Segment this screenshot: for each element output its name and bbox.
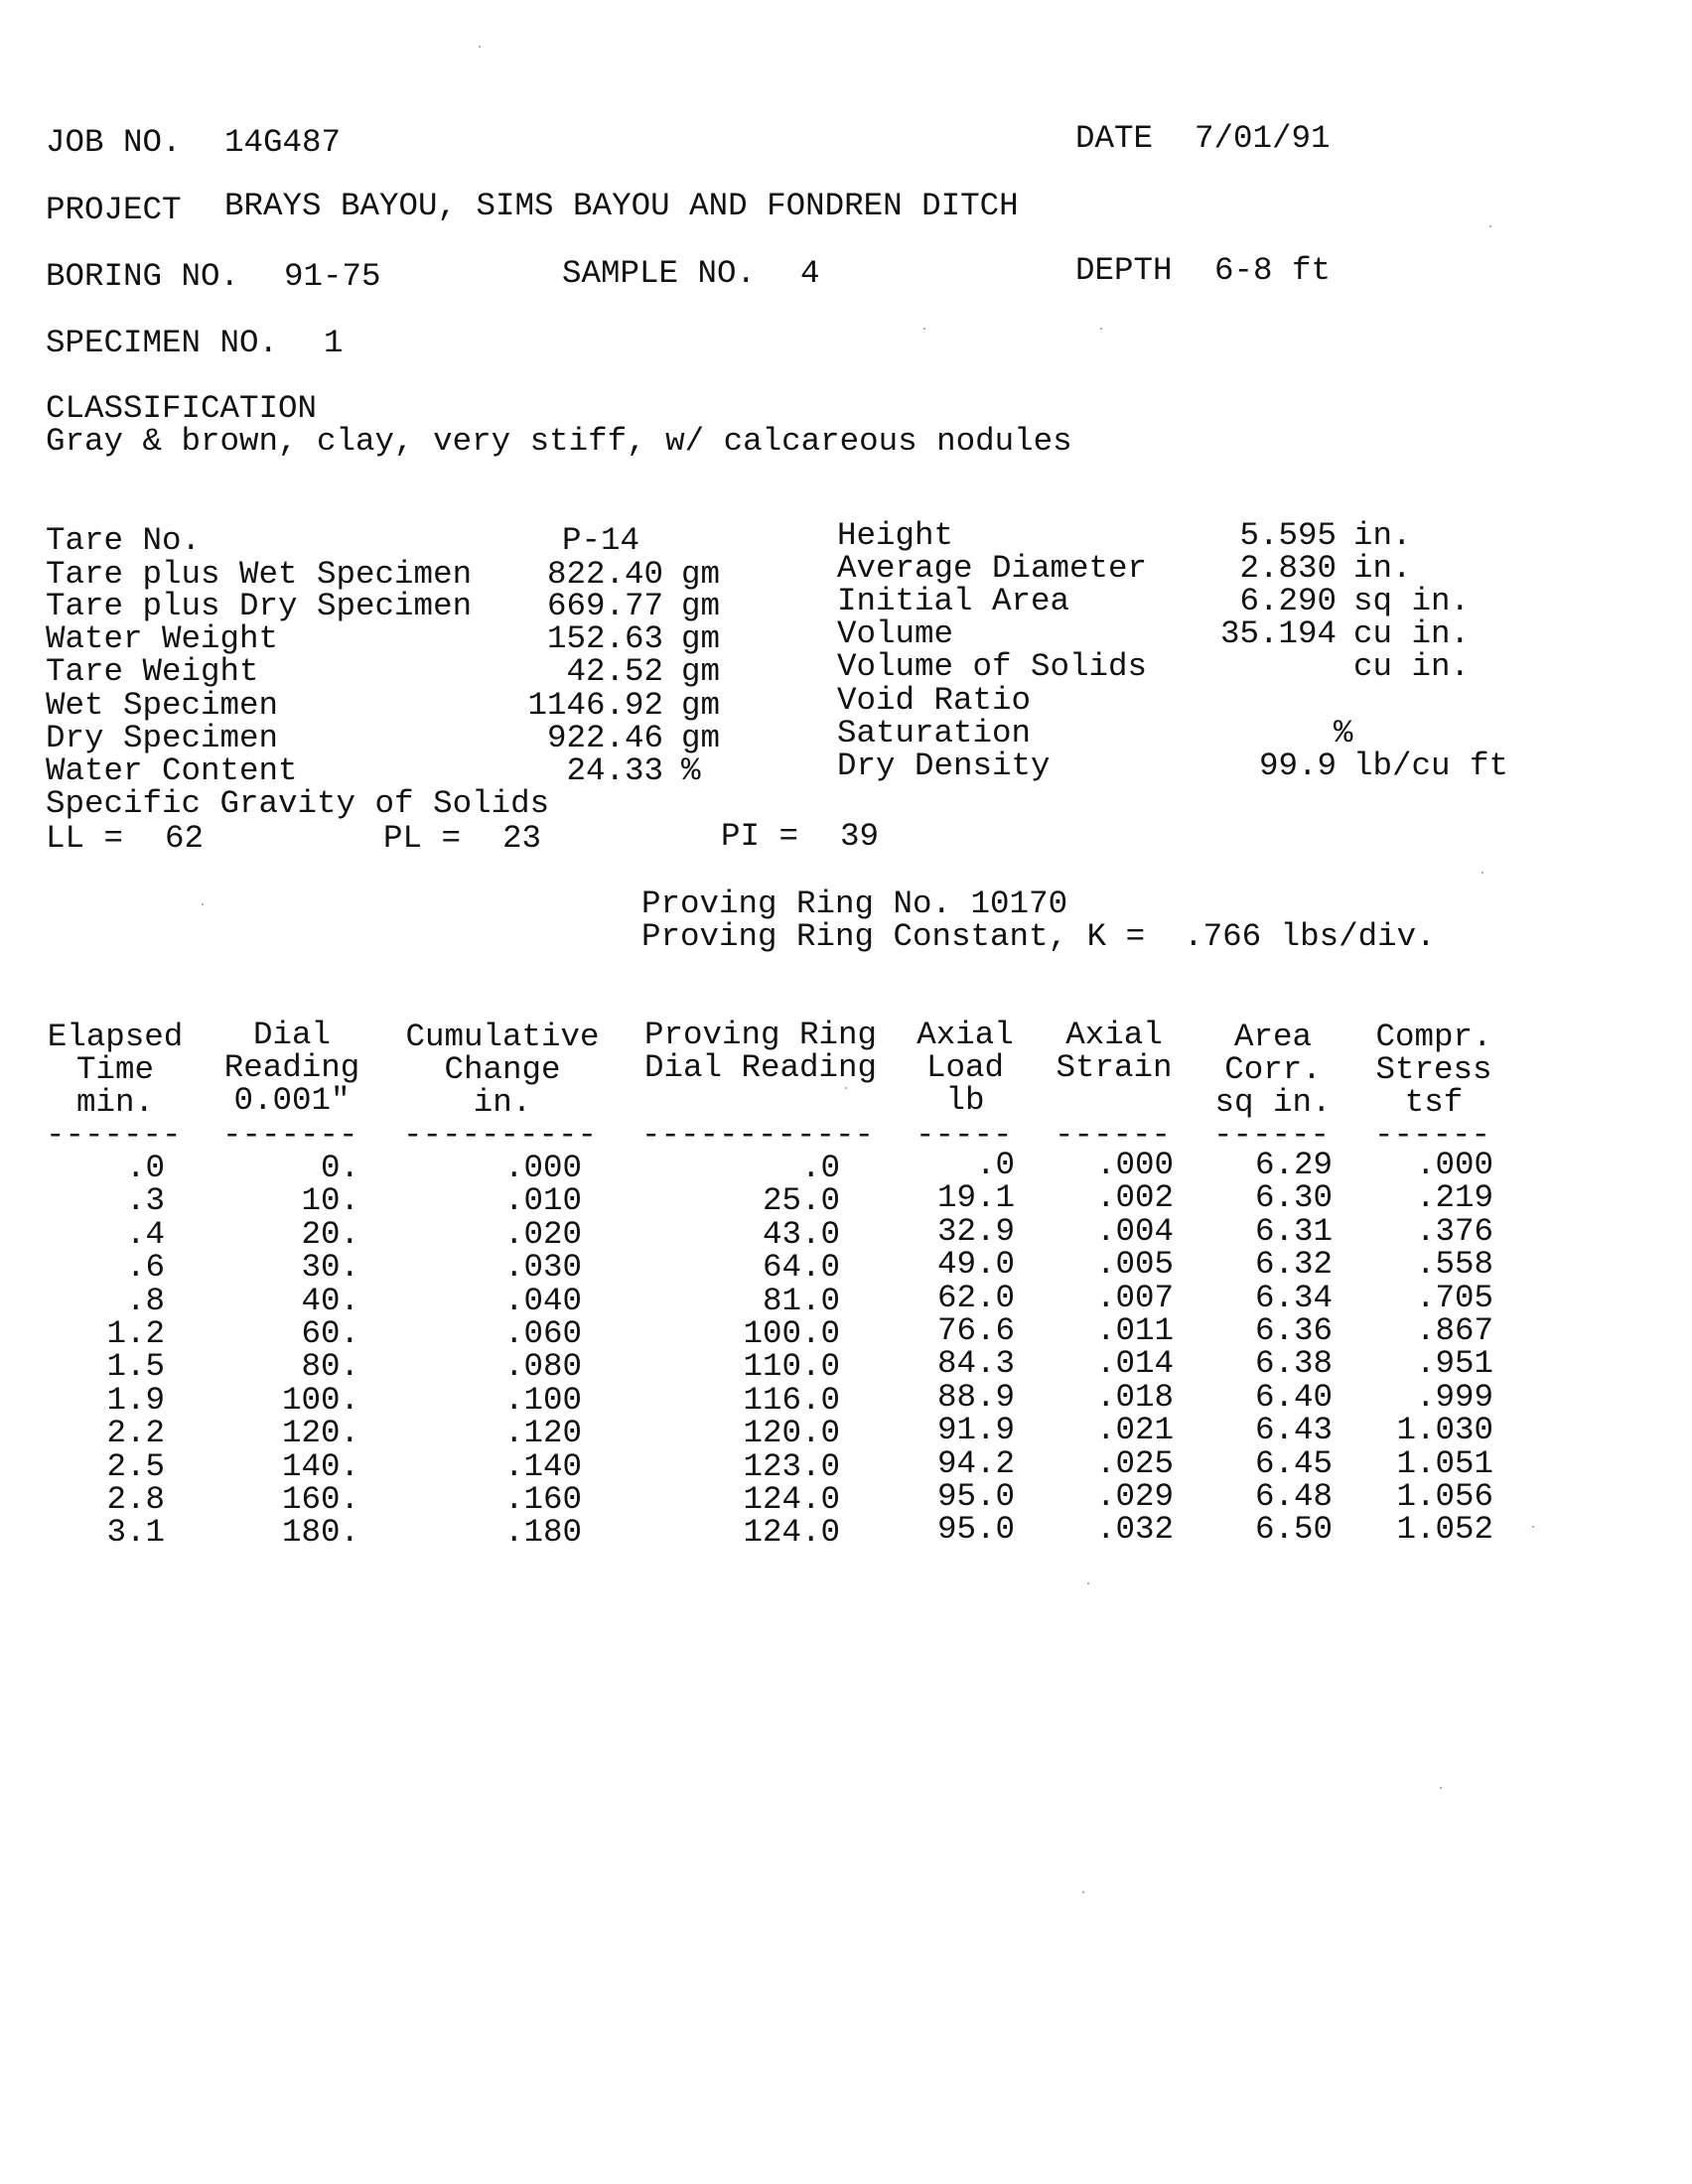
table-cell: .999 xyxy=(1415,1379,1493,1416)
table-cell: .376 xyxy=(1415,1213,1493,1250)
table-cell: 88.9 xyxy=(936,1379,1015,1416)
table-cell: .0 xyxy=(975,1147,1015,1183)
property-value: 24.33 xyxy=(566,752,663,789)
table-cell: .000 xyxy=(1095,1147,1174,1183)
table-cell: 6.50 xyxy=(1254,1511,1333,1548)
table-cell: 120.0 xyxy=(743,1415,840,1451)
property-value: 42.52 xyxy=(566,653,663,690)
table-cell: .004 xyxy=(1095,1213,1174,1250)
property-label: Initial Area xyxy=(837,583,1070,619)
table-cell: .032 xyxy=(1095,1511,1174,1548)
table-cell: .011 xyxy=(1095,1312,1174,1349)
property-label: Tare plus Wet Specimen xyxy=(46,556,473,593)
table-cell: 95.0 xyxy=(936,1511,1015,1548)
table-column-header: Area Corr. sq in. xyxy=(1214,1019,1332,1121)
table-cell: 25.0 xyxy=(762,1182,840,1219)
table-cell: 95.0 xyxy=(936,1478,1015,1515)
property-value: 2.830 xyxy=(1239,550,1337,587)
property-label: Dry Specimen xyxy=(46,720,279,756)
property-value: P-14 xyxy=(562,522,640,559)
scan-speck xyxy=(1481,872,1483,874)
table-cell: 6.30 xyxy=(1254,1179,1333,1216)
table-cell: 6.38 xyxy=(1254,1345,1333,1382)
table-cell: 64.0 xyxy=(762,1249,840,1286)
table-cell: 20. xyxy=(301,1216,359,1253)
property-unit: sq in. xyxy=(1353,583,1471,619)
table-cell: .951 xyxy=(1415,1345,1493,1382)
property-unit: % xyxy=(681,752,701,789)
date-value: 7/01/91 xyxy=(1195,120,1331,157)
table-cell: 160. xyxy=(281,1481,359,1518)
table-cell: .8 xyxy=(125,1283,165,1319)
table-cell: 60. xyxy=(301,1315,359,1352)
property-label: Water Content xyxy=(46,752,298,789)
table-cell: 124.0 xyxy=(743,1514,840,1551)
table-cell: 30. xyxy=(301,1249,359,1286)
property-label: Tare No. xyxy=(46,522,202,559)
property-unit: cu in. xyxy=(1353,648,1471,685)
property-unit: in. xyxy=(1353,550,1412,587)
property-label: Tare plus Dry Specimen xyxy=(46,588,473,624)
table-separator: ------- xyxy=(46,1117,182,1154)
property-label: Average Diameter xyxy=(837,550,1148,587)
table-cell: 1.5 xyxy=(106,1348,165,1385)
property-unit: gm xyxy=(681,720,721,756)
liquid-limit-label: LL = xyxy=(46,820,124,857)
table-cell: .060 xyxy=(503,1315,582,1352)
property-unit: gm xyxy=(681,588,721,624)
table-cell: 10. xyxy=(301,1182,359,1219)
property-label: Volume of Solids xyxy=(837,648,1148,685)
property-label: Wet Specimen xyxy=(46,687,279,724)
table-cell: 0. xyxy=(320,1150,359,1186)
scan-speck xyxy=(1100,328,1102,330)
job-number-label: JOB NO. xyxy=(46,124,182,161)
scan-speck xyxy=(1532,1526,1534,1528)
table-cell: .705 xyxy=(1415,1280,1493,1316)
plasticity-index-value: 39 xyxy=(840,818,880,855)
table-cell: .000 xyxy=(1415,1147,1493,1183)
table-cell: 62.0 xyxy=(936,1280,1015,1316)
property-label: Height xyxy=(837,517,954,554)
table-column-header: Cumulative Change in. xyxy=(405,1019,600,1121)
table-separator: ----- xyxy=(916,1117,1013,1154)
property-value: 5.595 xyxy=(1239,517,1337,554)
table-cell: 40. xyxy=(301,1283,359,1319)
depth-label: DEPTH xyxy=(1075,252,1173,289)
property-label: Tare Weight xyxy=(46,653,259,690)
table-cell: .558 xyxy=(1415,1246,1493,1283)
table-cell: 6.43 xyxy=(1254,1412,1333,1448)
scan-speck xyxy=(1082,1891,1084,1893)
table-cell: 140. xyxy=(281,1448,359,1485)
table-cell: .6 xyxy=(125,1249,165,1286)
table-cell: 1.2 xyxy=(106,1315,165,1352)
scan-speck xyxy=(845,1087,847,1089)
table-cell: .160 xyxy=(503,1481,582,1518)
table-cell: .002 xyxy=(1095,1179,1174,1216)
table-cell: 49.0 xyxy=(936,1246,1015,1283)
table-column-header: Elapsed Time min. xyxy=(47,1019,184,1121)
table-cell: 1.051 xyxy=(1396,1445,1493,1482)
table-cell: 80. xyxy=(301,1348,359,1385)
table-cell: .0 xyxy=(125,1150,165,1186)
table-cell: .010 xyxy=(503,1182,582,1219)
property-unit: gm xyxy=(681,653,721,690)
table-cell: 6.32 xyxy=(1254,1246,1333,1283)
table-cell: 6.40 xyxy=(1254,1379,1333,1416)
classification-label: CLASSIFICATION xyxy=(46,390,318,427)
table-cell: 43.0 xyxy=(762,1216,840,1253)
property-label: Dry Density xyxy=(837,748,1051,784)
property-unit: gm xyxy=(681,620,721,657)
table-cell: .021 xyxy=(1095,1412,1174,1448)
table-column-header: Axial Load lb xyxy=(916,1017,1014,1119)
property-unit: gm xyxy=(681,556,721,593)
scan-speck xyxy=(1087,1582,1089,1584)
project-value: BRAYS BAYOU, SIMS BAYOU AND FONDREN DITCH xyxy=(224,188,1019,224)
property-unit: gm xyxy=(681,687,721,724)
table-cell: .219 xyxy=(1415,1179,1493,1216)
table-cell: .040 xyxy=(503,1283,582,1319)
table-cell: 3.1 xyxy=(106,1514,165,1551)
sample-number-value: 4 xyxy=(800,255,820,292)
table-cell: 76.6 xyxy=(936,1312,1015,1349)
property-label: Volume xyxy=(837,615,954,652)
table-cell: 100. xyxy=(281,1382,359,1419)
table-cell: 81.0 xyxy=(762,1283,840,1319)
property-value: 822.40 xyxy=(546,556,663,593)
table-cell: 91.9 xyxy=(936,1412,1015,1448)
scan-speck xyxy=(1489,225,1491,227)
table-cell: .000 xyxy=(503,1150,582,1186)
table-cell: 6.29 xyxy=(1254,1147,1333,1183)
table-cell: 84.3 xyxy=(936,1345,1015,1382)
project-label: PROJECT xyxy=(46,192,182,228)
table-column-header: Dial Reading 0.001" xyxy=(223,1017,360,1119)
table-cell: 120. xyxy=(281,1415,359,1451)
table-cell: 19.1 xyxy=(936,1179,1015,1216)
table-cell: .180 xyxy=(503,1514,582,1551)
table-cell: .005 xyxy=(1095,1246,1174,1283)
date-label: DATE xyxy=(1075,120,1154,157)
table-cell: .007 xyxy=(1095,1280,1174,1316)
sample-number-label: SAMPLE NO. xyxy=(562,255,757,292)
table-cell: 100.0 xyxy=(743,1315,840,1352)
table-cell: 32.9 xyxy=(936,1213,1015,1250)
table-cell: 6.34 xyxy=(1254,1280,1333,1316)
depth-value: 6-8 ft xyxy=(1214,252,1332,289)
table-cell: 6.45 xyxy=(1254,1445,1333,1482)
table-cell: 2.2 xyxy=(106,1415,165,1451)
property-unit: lb/cu ft xyxy=(1353,748,1509,784)
table-cell: 2.5 xyxy=(106,1448,165,1485)
table-cell: 123.0 xyxy=(743,1448,840,1485)
table-cell: .4 xyxy=(125,1216,165,1253)
scan-speck xyxy=(1440,1787,1442,1789)
property-value: 99.9 xyxy=(1258,748,1337,784)
property-unit: % xyxy=(1334,715,1353,751)
table-cell: .120 xyxy=(503,1415,582,1451)
table-separator: ------------ xyxy=(641,1117,875,1154)
property-unit: in. xyxy=(1353,517,1412,554)
table-separator: ------ xyxy=(1213,1117,1331,1154)
table-cell: .025 xyxy=(1095,1445,1174,1482)
property-label: Void Ratio xyxy=(837,682,1032,719)
table-column-header: Proving Ring Dial Reading xyxy=(643,1017,878,1086)
property-label: Specific Gravity of Solids xyxy=(46,785,550,822)
table-cell: .867 xyxy=(1415,1312,1493,1349)
table-cell: .018 xyxy=(1095,1379,1174,1416)
table-cell: 116.0 xyxy=(743,1382,840,1419)
table-cell: .140 xyxy=(503,1448,582,1485)
classification-value: Gray & brown, clay, very stiff, w/ calcareous nodules xyxy=(46,423,1072,460)
table-cell: 6.31 xyxy=(1254,1213,1333,1250)
plasticity-index-label: PI = xyxy=(721,818,799,855)
scan-speck xyxy=(923,328,925,330)
property-value: 922.46 xyxy=(546,720,663,756)
proving-ring-number: Proving Ring No. 10170 xyxy=(641,886,1068,922)
specimen-number-value: 1 xyxy=(324,325,344,361)
boring-number-label: BORING NO. xyxy=(46,258,240,295)
table-column-header: Compr. Stress tsf xyxy=(1375,1019,1492,1121)
table-cell: .030 xyxy=(503,1249,582,1286)
scan-speck xyxy=(202,903,204,905)
plastic-limit-value: 23 xyxy=(502,820,542,857)
table-cell: 1.052 xyxy=(1396,1511,1493,1548)
job-number-value: 14G487 xyxy=(224,124,342,161)
table-cell: .3 xyxy=(125,1182,165,1219)
table-cell: .020 xyxy=(503,1216,582,1253)
property-label: Saturation xyxy=(837,715,1032,751)
specimen-number-label: SPECIMEN NO. xyxy=(46,325,279,361)
table-cell: .029 xyxy=(1095,1478,1174,1515)
table-cell: 94.2 xyxy=(936,1445,1015,1482)
property-value: 669.77 xyxy=(546,588,663,624)
table-cell: .100 xyxy=(503,1382,582,1419)
plastic-limit-label: PL = xyxy=(383,820,462,857)
property-label: Water Weight xyxy=(46,620,279,657)
table-separator: ---------- xyxy=(403,1117,598,1154)
property-value: 152.63 xyxy=(546,620,663,657)
table-cell: .080 xyxy=(503,1348,582,1385)
scan-speck xyxy=(479,46,481,48)
table-separator: ------ xyxy=(1374,1117,1491,1154)
table-cell: .014 xyxy=(1095,1345,1174,1382)
property-unit: cu in. xyxy=(1353,615,1471,652)
table-cell: 110.0 xyxy=(743,1348,840,1385)
table-cell: .0 xyxy=(800,1150,840,1186)
table-cell: 1.9 xyxy=(106,1382,165,1419)
table-cell: 6.48 xyxy=(1254,1478,1333,1515)
table-separator: ------- xyxy=(222,1117,358,1154)
liquid-limit-value: 62 xyxy=(165,820,205,857)
table-cell: 1.030 xyxy=(1396,1412,1493,1448)
property-value: 6.290 xyxy=(1239,583,1337,619)
property-value: 35.194 xyxy=(1219,615,1337,652)
proving-ring-constant: Proving Ring Constant, K = .766 lbs/div. xyxy=(641,918,1436,955)
table-cell: 2.8 xyxy=(106,1481,165,1518)
table-separator: ------ xyxy=(1055,1117,1172,1154)
table-cell: 6.36 xyxy=(1254,1312,1333,1349)
table-column-header: Axial Strain xyxy=(1056,1017,1173,1086)
property-value: 1146.92 xyxy=(527,687,663,724)
table-cell: 1.056 xyxy=(1396,1478,1493,1515)
table-cell: 124.0 xyxy=(743,1481,840,1518)
table-cell: 180. xyxy=(281,1514,359,1551)
boring-number-value: 91-75 xyxy=(284,258,381,295)
